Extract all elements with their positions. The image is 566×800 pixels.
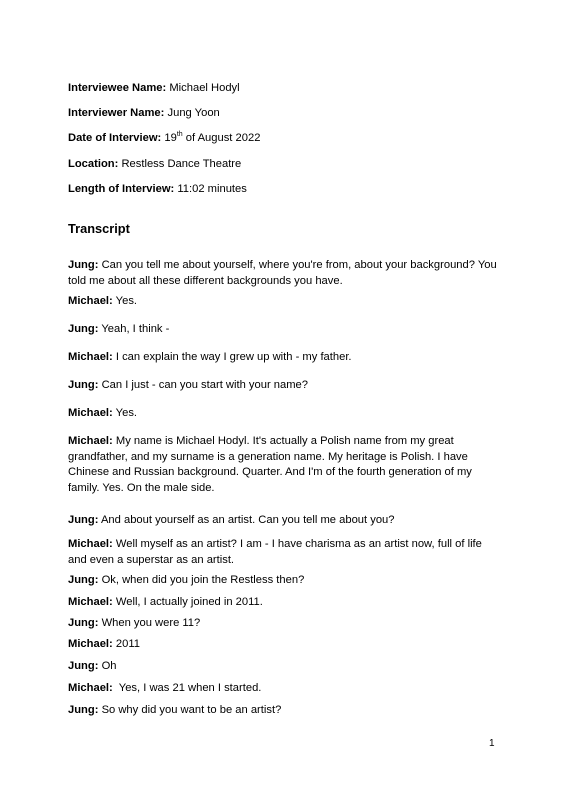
location-label: Location: (68, 158, 119, 170)
utterance: Oh (101, 660, 117, 672)
transcript-entry (68, 513, 498, 529)
speaker-label: Jung: (68, 259, 99, 271)
speaker-label: Michael: (68, 682, 113, 694)
utterance: So why did you want to be an artist? (101, 704, 282, 716)
date-suffix: th (176, 131, 183, 138)
interviewer-value: Jung Yoon (167, 107, 220, 119)
utterance: Can I just - can you start with your name? (101, 379, 309, 391)
utterance: Yes, I was 21 when I started. (115, 682, 262, 694)
transcript-entry (68, 595, 498, 611)
speaker-label: Michael: (68, 351, 113, 363)
page-number: 1 (489, 738, 495, 749)
interviewee-label: Interviewee Name: (68, 82, 167, 94)
speaker-label: Jung: (68, 660, 99, 672)
transcript-entry (68, 681, 498, 697)
transcript-entry (68, 322, 498, 338)
transcript-entry (68, 258, 498, 289)
interviewee-value: Michael Hodyl (169, 82, 240, 94)
utterance: Yeah, I think - (101, 323, 170, 335)
transcript-entry (68, 378, 498, 394)
transcript-entry (68, 434, 498, 496)
speaker-label: Jung: (68, 323, 99, 335)
utterance: 2011 (115, 638, 140, 650)
transcript-entry (68, 294, 498, 310)
interviewer-line (68, 106, 220, 120)
transcript-entry (68, 537, 498, 568)
transcript-entry (68, 573, 498, 589)
location-value: Restless Dance Theatre (121, 158, 242, 170)
speaker-label: Michael: (68, 538, 113, 550)
transcript-entry (68, 406, 498, 422)
speaker-label: Michael: (68, 596, 113, 608)
utterance: Well, I actually joined in 2011. (115, 596, 263, 608)
location-line (68, 157, 241, 171)
utterance: Well myself as an artist? I am - I have charisma as an artist now, full of life and even a superstar as an artist. (68, 538, 482, 566)
date-label: Date of Interview: (68, 132, 162, 144)
date-day: 19 (164, 132, 177, 144)
date-line (68, 131, 260, 145)
utterance: Yes. (115, 295, 138, 307)
transcript-heading: Transcript (68, 221, 130, 236)
speaker-label: Jung: (68, 379, 99, 391)
length-value: 11:02 minutes (177, 183, 247, 195)
length-line (68, 182, 247, 196)
utterance: Ok, when did you join the Restless then? (101, 574, 305, 586)
utterance: Yes. (115, 407, 138, 419)
speaker-label: Jung: (68, 574, 99, 586)
speaker-label: Jung: (68, 617, 99, 629)
utterance: Can you tell me about yourself, where you're from, about your background? You told me about all these different backgrounds you have. (68, 259, 497, 287)
transcript-entry (68, 637, 498, 653)
date-rest: of August 2022 (185, 132, 261, 144)
speaker-label: Michael: (68, 407, 113, 419)
speaker-label: Jung: (68, 704, 99, 716)
utterance: My name is Michael Hodyl. It's actually a Polish name from my great grandfather, and my surname is a generation name. My heritage is Polish. I have Chinese and Russian background. Quarter. And I'm of the fourth generation of my family. Yes. On the male side. (68, 435, 472, 494)
transcript-entry (68, 703, 498, 719)
utterance: And about yourself as an artist. Can you tell me about you? (100, 514, 395, 526)
transcript-entry (68, 350, 498, 366)
interviewee-line (68, 81, 240, 95)
transcript-entry (68, 616, 498, 632)
transcript-entry (68, 659, 498, 675)
length-label: Length of Interview: (68, 183, 175, 195)
speaker-label: Jung: (68, 514, 99, 526)
speaker-label: Michael: (68, 638, 113, 650)
interviewer-label: Interviewer Name: (68, 107, 165, 119)
utterance: When you were 11? (101, 617, 201, 629)
utterance: I can explain the way I grew up with - my father. (115, 351, 352, 363)
speaker-label: Michael: (68, 295, 113, 307)
speaker-label: Michael: (68, 435, 113, 447)
